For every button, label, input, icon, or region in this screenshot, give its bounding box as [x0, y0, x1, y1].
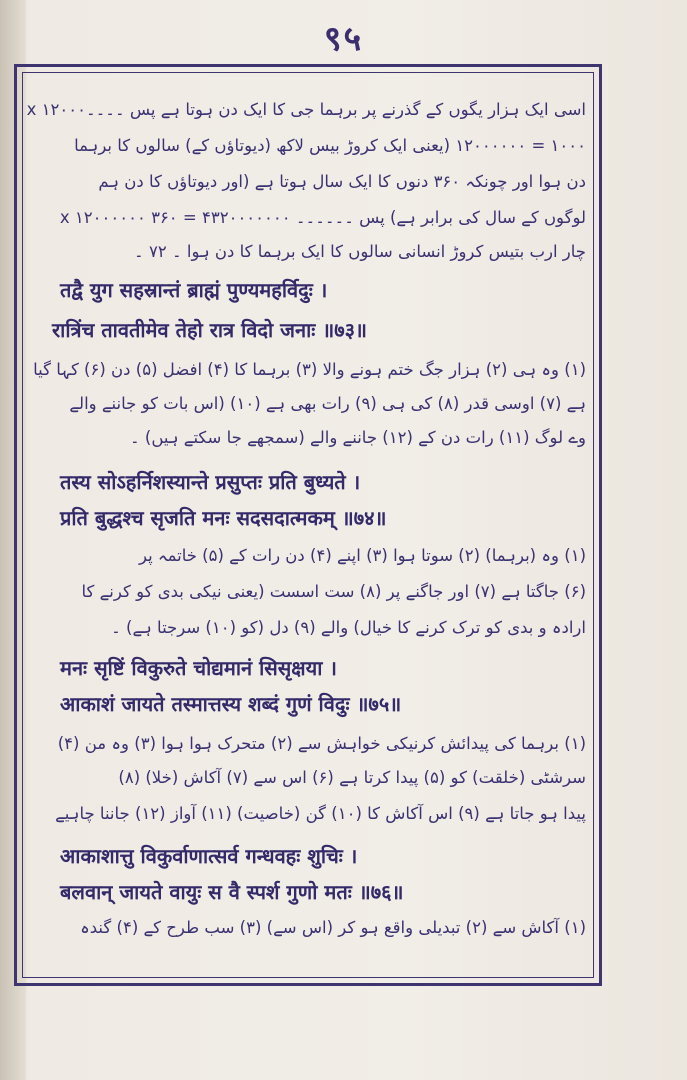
verse-line: आकाशात्तु विकुर्वाणात्सर्व गन्धवहः शुचिः ।: [60, 844, 358, 868]
text-line: اسی ایک ہزار یگوں کے گذرنے پر برہما جی کا ایک دن ہوتا ہے پس ۔۔۔۔۱۲۰۰۰ x: [26, 100, 586, 119]
text-line: سرشٹی (خلقت) کو (۵) پیدا کرتا ہے (۶) اس سے (۷) آکاش (خلا) (۸): [118, 768, 586, 787]
verse-line: बलवान् जायते वायुः स वै स्पर्श गुणो मतः ॥७६॥: [60, 880, 404, 904]
verse-line: मनः सृष्टिं विकुरुते चोद्यमानं सिसृक्षया ।: [60, 656, 337, 680]
verse-line: प्रति बुद्धश्च सृजति मनः सदसदात्मकम् ॥७४॥: [60, 506, 387, 530]
text-line: چار ارب بتیس کروڑ انسانی سالوں کا ایک برہما کا دن ہوا ۔ ۷۲ ۔: [134, 242, 586, 261]
text-line: دن ہوا اور چونکہ ۳۶۰ دنوں کا ایک سال ہوتا ہے (اور دیوتاؤں کا دن ہم: [98, 172, 586, 191]
text-line: ۱۰۰۰ = ۱۲۰۰۰۰۰۰ (یعنی ایک کروڑ بیس لاکھ (دیوتاؤں کے) سالوں کا برہما: [74, 136, 586, 155]
text-line: (۱) وہ (برہما) (۲) سوتا ہوا (۳) اپنے (۴) دن رات کے (۵) خاتمہ پر: [138, 546, 586, 565]
text-line: (۶) جاگتا ہے (۷) اور جاگنے پر (۸) ست اسست (یعنی نیکی بدی کو کرنے کا: [81, 582, 586, 601]
text-line: ہے (۷) اوسی قدر (۸) کی ہی (۹) رات بھی ہے (۱۰) (اس بات کو جاننے والے: [69, 394, 586, 413]
verse-line: आकाशं जायते तस्मात्तस्य शब्दं गुणं विदुः ॥७५॥: [60, 692, 402, 716]
text-line: لوگوں کے سال کی برابر ہے) پس ۔۔۔۔۔۔ ۴۳۲۰۰۰۰۰۰۰ = ۳۶۰ x ۱۲۰۰۰۰۰۰: [59, 208, 586, 227]
text-line: (۱) آکاش سے (۲) تبدیلی واقع ہو کر (اس سے) (۳) سب طرح کے (۴) گندہ: [80, 918, 586, 937]
verse-line: तस्य सोऽहर्निशस्यान्ते प्रसुप्तः प्रति बुध्यते ।: [60, 470, 361, 494]
text-line: پیدا ہو جاتا ہے (۹) اس آکاش کا (۱۰) گن (خاصیت) (۱۱) آواز (۱۲) جاننا چاہیے: [55, 804, 586, 823]
text-line: (۱) وہ ہی (۲) ہزار جگ ختم ہونے والا (۳) برہما کا (۴) افضل (۵) دن (۶) کہا گیا: [33, 360, 586, 379]
verse-line: रात्रिंच तावतीमेव तेहो रात्र विदो जनाः ॥७३॥: [52, 318, 368, 342]
text-line: ارادہ و بدی کو ترک کرنے کا خیال) والے (۹) دل (کو (۱۰) سرجتا ہے) ۔: [111, 618, 586, 637]
text-block: [26, 80, 586, 970]
text-line: وے لوگ (۱۱) رات دن کے (۱۲) جاننے والے (سمجھے جا سکتے ہیں) ۔: [129, 428, 586, 447]
text-line: (۱) برہما کی پیدائش کرنیکی خواہش سے (۲) متحرک ہوا ہوا (۳) وہ من (۴): [57, 734, 586, 753]
verse-line: तद्वै युग सहस्रान्तं ब्राह्मं पुण्यमहर्विदुः ।: [60, 278, 328, 302]
page-number: ९५: [323, 19, 364, 59]
